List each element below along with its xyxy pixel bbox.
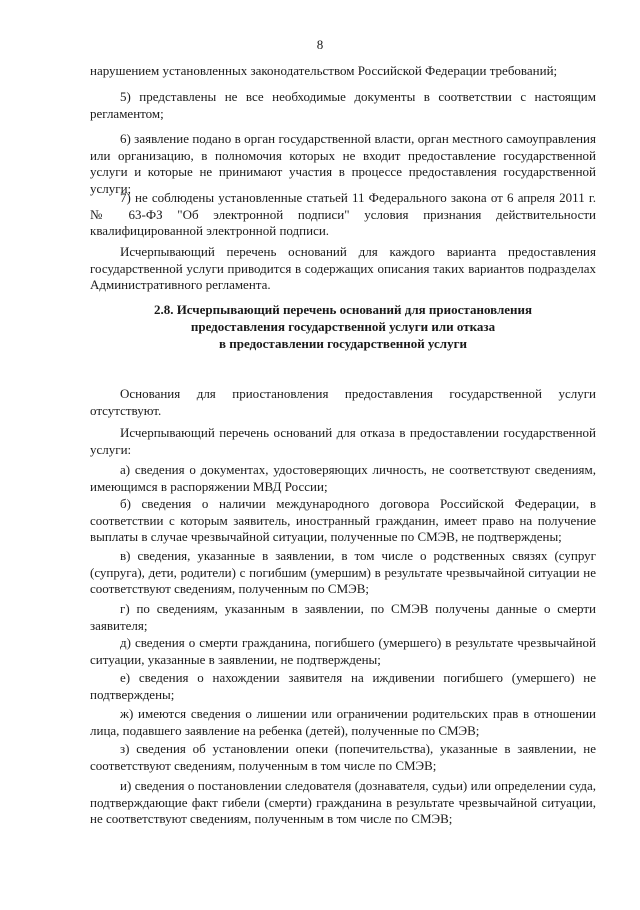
list-item-z: з) сведения об установлении опеки (попечительства), указанные в заявлении, не соответствуют сведениям, полученным в том числе по СМЭВ; — [90, 741, 596, 773]
list-item-g: г) по сведениям, указанным в заявлении, по СМЭВ получены данные о смерти заявителя; — [90, 601, 596, 633]
list-item-zh: ж) имеются сведения о лишении или ограничении родительских прав в отношении лица, подавшего заявление на ребенка (детей), полученные по СМЭВ; — [90, 706, 596, 738]
list-item-i: и) сведения о постановлении следователя (дознавателя, судьи) или определении суда, подтверждающие факт гибели (смерти) гражданина в результате чрезвычайной ситуации, не соответствуют сведениям, полученным в том числе по СМЭВ; — [90, 778, 596, 826]
paragraph-item-5: 5) представлены не все необходимые документы в соответствии с настоящим регламентом; — [90, 89, 596, 121]
section-heading-line: 2.8. Исчерпывающий перечень оснований для приостановления — [153, 302, 533, 317]
paragraph-item-7: 7) не соблюдены установленные статьей 11 Федерального закона от 6 апреля 2011 г. № 63-ФЗ "Об электронной подписи" условия признания действительности квалифицированной электронной подписи. — [90, 190, 596, 238]
paragraph-continuation: нарушением установленных законодательством Российской Федерации требований; — [90, 63, 558, 78]
list-item-a: а) сведения о документах, удостоверяющих личность, не соответствуют сведениям, имеющимся в распоряжении МВД России; — [90, 462, 596, 494]
list-item-e: е) сведения о нахождении заявителя на иждивении погибшего (умершего) не подтверждены; — [90, 670, 596, 702]
paragraph-suspension-grounds: Основания для приостановления предоставления государственной услуги отсутствуют. — [90, 386, 596, 418]
section-heading-line: предоставления государственной услуги или отказа — [190, 319, 496, 334]
section-heading-2-8 — [90, 301, 596, 352]
page-number: 8 — [316, 37, 324, 52]
list-item-b: б) сведения о наличии международного договора Российской Федерации, в соответствии с которым заявитель, иностранный гражданин, имеет право на получение выплаты в случае чрезвычайной ситуации, полученные по СМЭВ, не подтверждены; — [90, 496, 596, 544]
section-heading-line: в предоставлении государственной услуги — [218, 336, 467, 351]
paragraph-item-6: 6) заявление подано в орган государственной власти, орган местного самоуправления или организацию, в полномочия которых не входит предоставление государственной услуги и которые не принимают участия в процессе предоставления государственной услуги; — [90, 131, 596, 196]
list-item-v: в) сведения, указанные в заявлении, в том числе о родственных связях (супруг (супруга), дети, родители) с погибшим (умершим) в результате чрезвычайной ситуации не соответствуют сведениям, полученным по СМЭВ; — [90, 548, 596, 596]
paragraph-refusal-list-intro: Исчерпывающий перечень оснований для отказа в предоставлении государственной услуги: — [90, 425, 596, 457]
list-item-d: д) сведения о смерти гражданина, погибшего (умершего) в результате чрезвычайной ситуации, указанные в заявлении, не подтверждены; — [90, 635, 596, 667]
paragraph-exhaustive-list-note: Исчерпывающий перечень оснований для каждого варианта предоставления государственной услуги приводится в содержащих описания таких вариантов подразделах Административного регламента. — [90, 244, 596, 292]
